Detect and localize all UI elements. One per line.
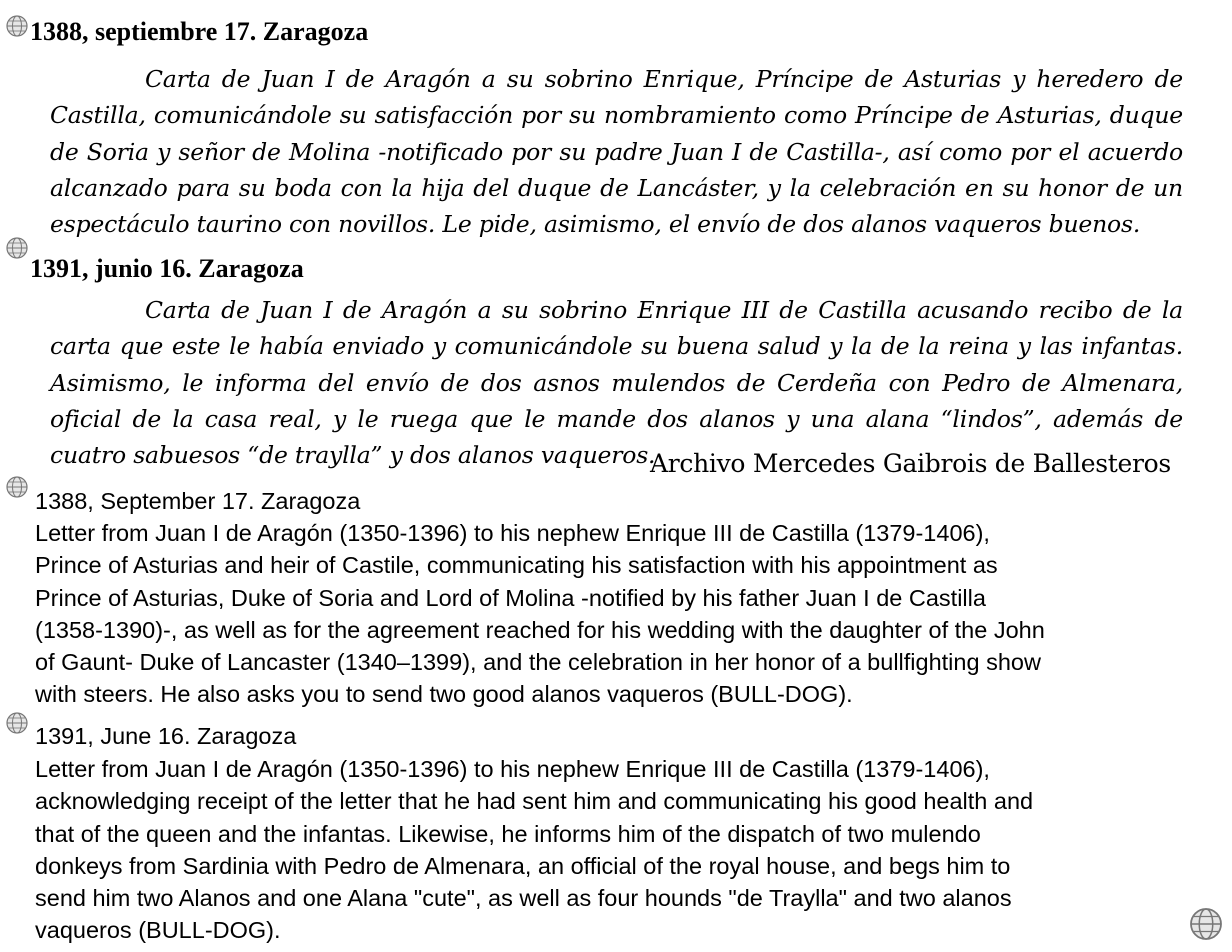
entry-text-en	[35, 753, 1215, 947]
text-line: that of the queen and the infantas. Likewise, he informs him of the dispatch of two mulendo	[35, 820, 981, 847]
entry-text-en	[35, 517, 1215, 711]
text-line: acknowledging receipt of the letter that he had sent him and communicating his good health and	[35, 788, 1034, 815]
globe-icon	[5, 711, 29, 735]
globe-icon	[5, 236, 29, 260]
text-line: (1358-1390)-, as well as for the agreement reached for his wedding with the daughter of the John	[35, 616, 1045, 643]
entry-heading-en: 1388, September 17. Zaragoza	[35, 488, 361, 514]
entry-heading-es: 1391, junio 16. Zaragoza	[30, 254, 304, 283]
entry-heading-es: 1388, septiembre 17. Zaragoza	[30, 17, 369, 46]
text-line: of Gaunt- Duke of Lancaster (1340–1399), and the celebration in her honor of a bullfighting show	[35, 649, 1041, 676]
text-line: donkeys from Sardinia with Pedro de Almenara, an official of the royal house, and begs him to	[35, 852, 1011, 879]
globe-icon	[5, 14, 29, 38]
text-line: with steers. He also asks you to send two good alanos vaqueros (BULL-DOG).	[35, 681, 853, 708]
text-line: vaqueros (BULL-DOG).	[35, 917, 281, 944]
text-line: send him two Alanos and one Alana "cute", as well as four hounds "de Traylla" and two alanos	[35, 885, 1012, 912]
text-line: Prince of Asturias and heir of Castile, communicating his satisfaction with his appointment as	[35, 552, 998, 579]
text-line: Prince of Asturias, Duke of Soria and Lord of Molina -notified by his father Juan I de Castilla	[35, 584, 986, 611]
text-line: Letter from Juan I de Aragón (1350-1396) to his nephew Enrique III de Castilla (1379-1406),	[35, 520, 990, 546]
globe-icon	[5, 475, 29, 499]
entry-text-es: Carta de Juan I de Aragón a su sobrino Enrique III de Castilla acusando recibo de la carta que este le había enviado y comunicándole su buena salud y la de la reina y las infantas. Asimismo, le informa del envío de dos asnos mulendos de Cerdeña con Pedro de Almenara, oficial de la casa real, y le ruega que le mande dos alanos y una alana “lindos”, además de cuatro sabuesos “de traylla” y dos alanos vaqueros.	[50, 296, 1183, 470]
entry-heading-en: 1391, June 16. Zaragoza	[35, 723, 297, 749]
text-line: Letter from Juan I de Aragón (1350-1396) to his nephew Enrique III de Castilla (1379-1406),	[35, 756, 990, 782]
archive-credit: Archivo Mercedes Gaibrois de Ballesteros	[650, 449, 1171, 478]
entry-text-es: Carta de Juan I de Aragón a su sobrino Enrique, Príncipe de Asturias y heredero de Castilla, comunicándole su satisfacción por su nombramiento como Príncipe de Asturias, duque de Soria y señor de Molina -notificado por su padre Juan I de Castilla-, así como por el acuerdo alcanzado para su boda con la hija del duque de Lancáster, y la celebración en su honor de un espectáculo taurino con novillos. Le pide, asimismo, el envío de dos alanos vaqueros buenos.	[50, 65, 1183, 239]
